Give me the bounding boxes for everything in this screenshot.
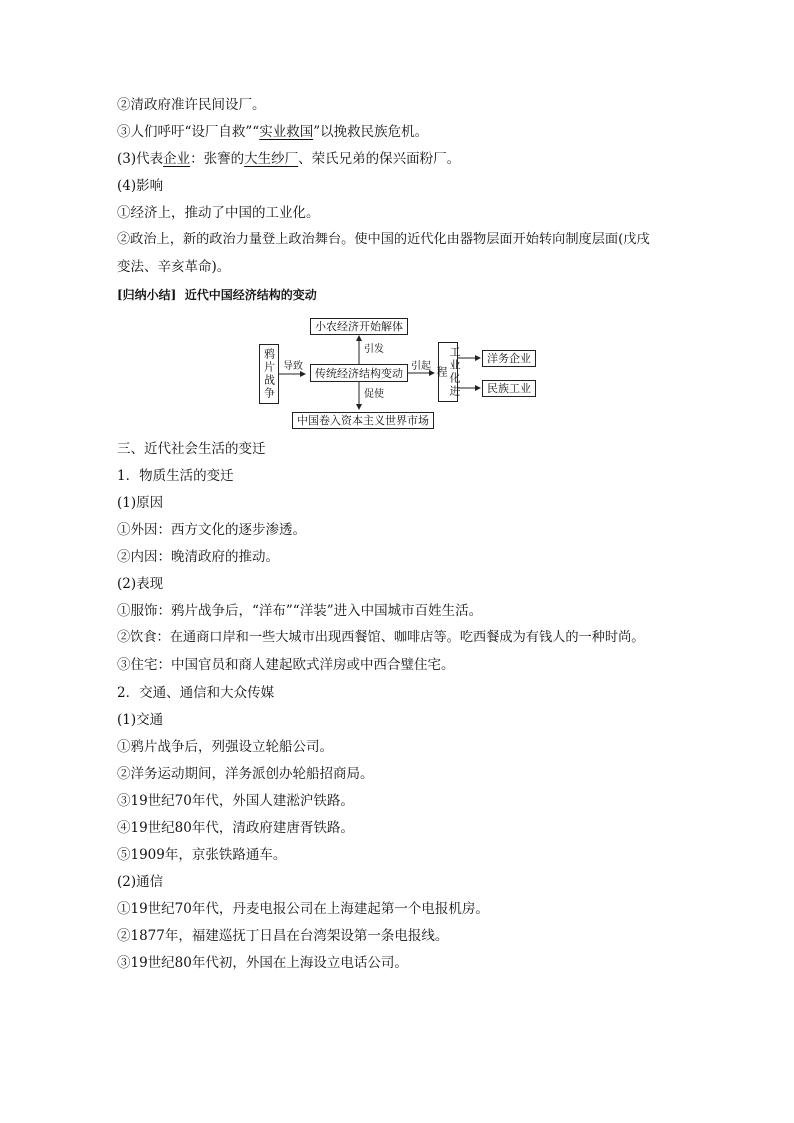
section-heading: 三、近代社会生活的变迁 — [117, 441, 266, 457]
national-industry-box: 民族工业 — [482, 380, 536, 397]
paragraph: (4)影响 — [117, 178, 164, 194]
paragraph: (1)原因 — [117, 495, 164, 511]
paragraph: (2)表现 — [117, 576, 164, 592]
world-market-box: 中国卷入资本主义世界市场 — [292, 412, 434, 429]
smallholder-economy-box: 小农经济开始解体 — [310, 318, 408, 335]
text-run: ：张謇的 — [190, 151, 245, 167]
paragraph — [117, 150, 460, 168]
text-run: (3)代表 — [117, 151, 164, 167]
paragraph: ③19世纪70年代，外国人建淞沪铁路。 — [117, 793, 354, 809]
paragraph: ①外因：西方文化的逐步渗透。 — [117, 522, 306, 538]
paragraph: ②清政府准许民间设厂。 — [117, 97, 266, 113]
cause-label: 导致 — [283, 361, 303, 372]
paragraph: ②政治上，新的政治力量登上政治舞台。使中国的近代化由器物层面开始转向制度层面(戊戌 — [117, 232, 650, 247]
yangwu-enterprise-box: 洋务企业 — [482, 350, 536, 367]
trigger-label: 引发 — [364, 344, 384, 355]
text-run: ”以挽救民族危机。 — [313, 124, 429, 140]
underlined-term: 大生纱厂 — [244, 151, 299, 167]
paragraph: ①19世纪70年代，丹麦电报公司在上海建起第一个电报机房。 — [117, 901, 489, 917]
paragraph: ②1877年，福建巡抚丁日昌在台湾架设第一条电报线。 — [117, 928, 449, 944]
text-run: ③人们呼吁“设厂自救”“ — [117, 124, 260, 140]
opium-war-box: 鸦片战争 — [259, 344, 279, 404]
summary-tag: [归纳小结] — [117, 288, 177, 302]
underlined-term: 企业 — [163, 151, 191, 167]
paragraph: ②内因：晚清政府的推动。 — [117, 549, 279, 565]
paragraph: ⑤1909年，京张铁路通车。 — [117, 847, 287, 863]
subsection-heading: 1．物质生活的变迁 — [117, 468, 234, 484]
text-run: 、荣氏兄弟的保兴面粉厂。 — [298, 151, 461, 167]
paragraph: (2)通信 — [117, 874, 164, 890]
paragraph: ③住宅：中国官员和商人建起欧式洋房或中西合璧住宅。 — [117, 657, 455, 673]
summary-heading — [117, 286, 317, 304]
industrialization-box: 工业化进程 — [438, 342, 458, 402]
traditional-structure-box: 传统经济结构变动 — [310, 364, 408, 382]
paragraph: ④19世纪80年代，清政府建唐胥铁路。 — [117, 820, 354, 836]
paragraph: ②饮食：在通商口岸和一些大城市出现西餐馆、咖啡店等。吃西餐成为有钱人的一种时尚。 — [117, 630, 645, 645]
summary-title: 近代中国经济结构的变动 — [184, 288, 317, 302]
underlined-term: 实业救国 — [259, 124, 314, 140]
paragraph: ①服饰：鸦片战争后，“洋布”“洋装”进入中国城市百姓生活。 — [117, 603, 483, 619]
paragraph: ①鸦片战争后，列强设立轮船公司。 — [117, 739, 333, 755]
paragraph: ①经济上，推动了中国的工业化。 — [117, 205, 320, 221]
lead-label: 引起 — [411, 361, 431, 372]
paragraph: ③19世纪80年代初，外国在上海设立电话公司。 — [117, 955, 408, 971]
paragraph: 变法、辛亥革命)。 — [117, 259, 231, 275]
paragraph: ②洋务运动期间，洋务派创办轮船招商局。 — [117, 766, 374, 782]
paragraph — [117, 123, 428, 141]
subsection-heading: 2．交通、通信和大众传媒 — [117, 685, 275, 701]
paragraph: (1)交通 — [117, 712, 164, 728]
promote-label: 促使 — [364, 389, 384, 400]
